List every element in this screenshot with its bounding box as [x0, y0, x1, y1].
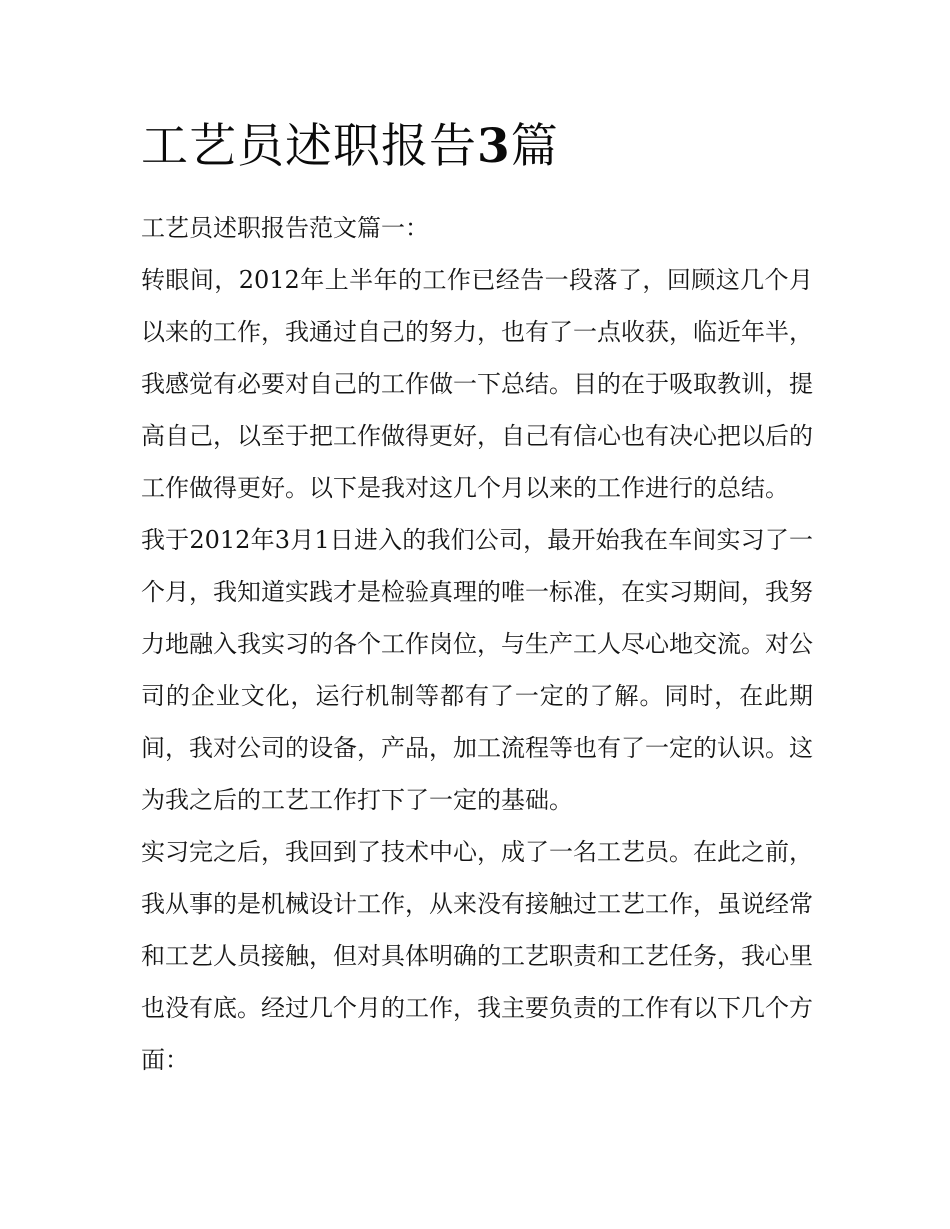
- paragraph: 实习完之后，我回到了技术中心，成了一名工艺员。在此之前，我从事的是机械设计工作，从来没有接触过工艺工作，虽说经常和工艺人员接触，但对具体明确的工艺职责和工艺任务，我心里也没有底。经过几个月的工作，我主要负责的工作有以下几个方面：: [141, 838, 813, 1074]
- document-content: [141, 112, 813, 1086]
- paragraph: 转眼间，2012年上半年的工作已经告一段落了，回顾这几个月以来的工作，我通过自己的努力，也有了一点收获，临近年半，我感觉有必要对自己的工作做一下总结。目的在于吸取教训，提高自己，以至于把工作做得更好，自己有信心也有决心把以后的工作做得更好。以下是我对这几个月以来的工作进行的总结。: [141, 266, 813, 502]
- title-text: 工艺员述职报告: [141, 119, 477, 174]
- section-heading: 工艺员述职报告范文篇一：: [141, 214, 429, 242]
- paragraph: 我于2012年3月1日进入的我们公司，最开始我在车间实习了一个月，我知道实践才是检验真理的唯一标准，在实习期间，我努力地融入我实习的各个工作岗位，与生产工人尽心地交流。对公司的企业文化，运行机制等都有了一定的了解。同时，在此期间，我对公司的设备，产品，加工流程等也有了一定的认识。这为我之后的工艺工作打下了一定的基础。: [141, 526, 813, 814]
- title-number: 3: [477, 119, 511, 174]
- document-body: [141, 202, 813, 1086]
- title-suffix: 篇: [510, 119, 559, 174]
- document-title: [141, 112, 813, 182]
